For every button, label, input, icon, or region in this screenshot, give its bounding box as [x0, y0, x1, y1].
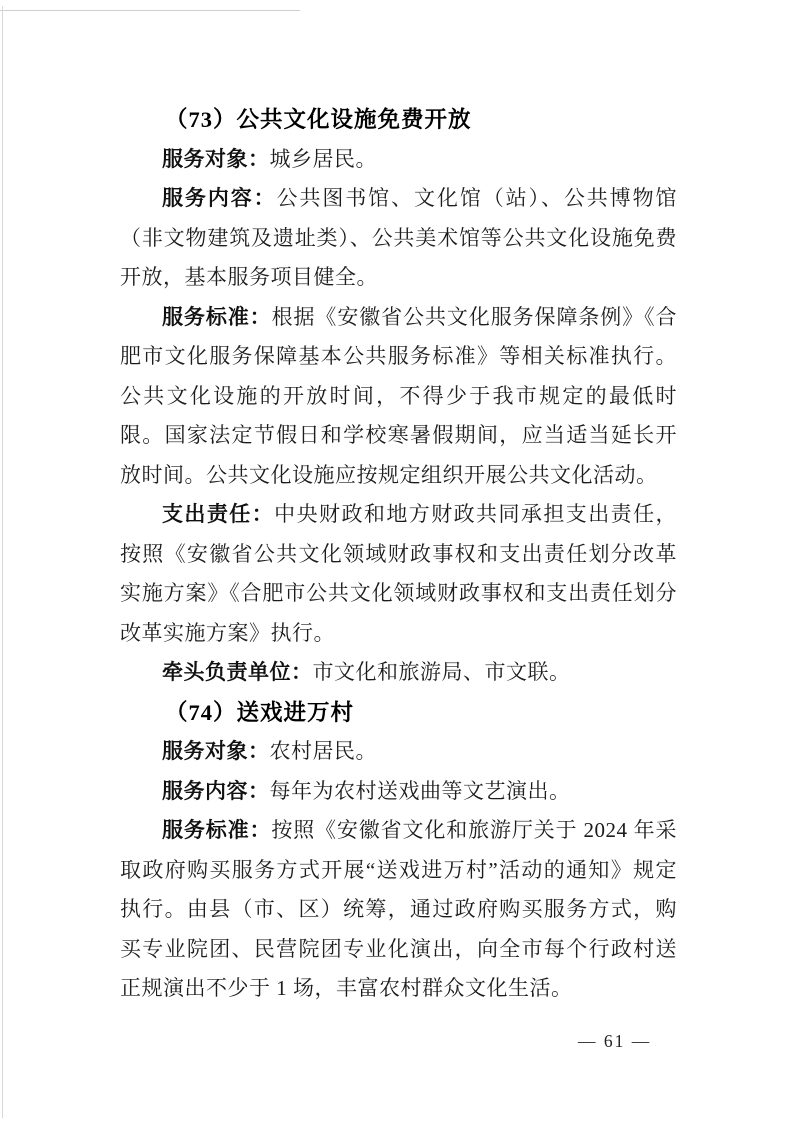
paragraph-label: 服务内容：: [162, 778, 270, 803]
paragraph-text: 根据《安徽省公共文化服务保障条例》《合肥市文化服务保障基本公共服务标准》等相关标准执行。公共文化设施的开放时间，不得少于我市规定的最低时限。国家法定节假日和学校寒暑假期间，应当适当延长开放时间。公共文化设施应按规定组织开展公共文化活动。: [120, 304, 678, 487]
paragraph-service-standard: [120, 298, 677, 496]
paragraph-label: 服务标准：: [162, 304, 272, 329]
scan-artifact-left-line: [2, 6, 3, 1118]
scan-artifact-top-line: [0, 10, 300, 11]
paragraph-text: 公共图书馆、文化馆（站）、公共博物馆（非文物建筑及遗址类）、公共美术馆等公共文化设施免费开放，基本服务项目健全。: [120, 186, 677, 289]
section-heading-74: （74）送戏进万村: [165, 699, 355, 725]
paragraph-service-content: [120, 179, 677, 298]
paragraph-text: 中央财政和地方财政共同承担支出责任，按照《安徽省公共文化领域财政事权和支出责任划分改革实施方案》《合肥市公共文化领域财政事权和支出责任划分改革实施方案》执行。: [120, 502, 678, 645]
paragraph-label: 服务内容：: [162, 186, 277, 210]
paragraph-label: 服务标准：: [162, 818, 272, 842]
document-body: [120, 100, 677, 1009]
paragraph-expenditure-responsibility: [120, 495, 677, 653]
section-item-74: [120, 693, 677, 1009]
paragraph-label: 服务对象：: [162, 146, 270, 171]
paragraph-label: 支出责任：: [162, 502, 275, 526]
paragraph-lead-unit: [120, 653, 677, 693]
paragraph-service-content: [120, 772, 677, 812]
paragraph-text: 按照《安徽省文化和旅游厅关于 2024 年采取政府购买服务方式开展“送戏进万村”活动的通知》规定执行。由县（市、区）统筹，通过政府购买服务方式，购买专业院团、民营院团专业化演出，向全市每个行政村送正规演出不少于 1 场，丰富农村群众文化生活。: [120, 818, 678, 1000]
page-number: — 61 —: [578, 1031, 652, 1051]
paragraph-text: 城乡居民。: [269, 146, 377, 171]
paragraph-text: 农村居民。: [269, 739, 377, 763]
paragraph-text: 每年为农村送戏曲等文艺演出。: [269, 778, 571, 803]
paragraph-label: 服务对象：: [162, 739, 270, 763]
paragraph-service-standard: [120, 811, 677, 1009]
paragraph-service-target: [120, 140, 677, 180]
paragraph-label: 牵头负责单位：: [162, 660, 313, 684]
section-heading-73: （73）公共文化设施免费开放: [165, 107, 472, 132]
paragraph-text: 市文化和旅游局、市文联。: [312, 660, 571, 684]
paragraph-service-target: [120, 732, 677, 772]
section-item-73: [120, 100, 677, 693]
